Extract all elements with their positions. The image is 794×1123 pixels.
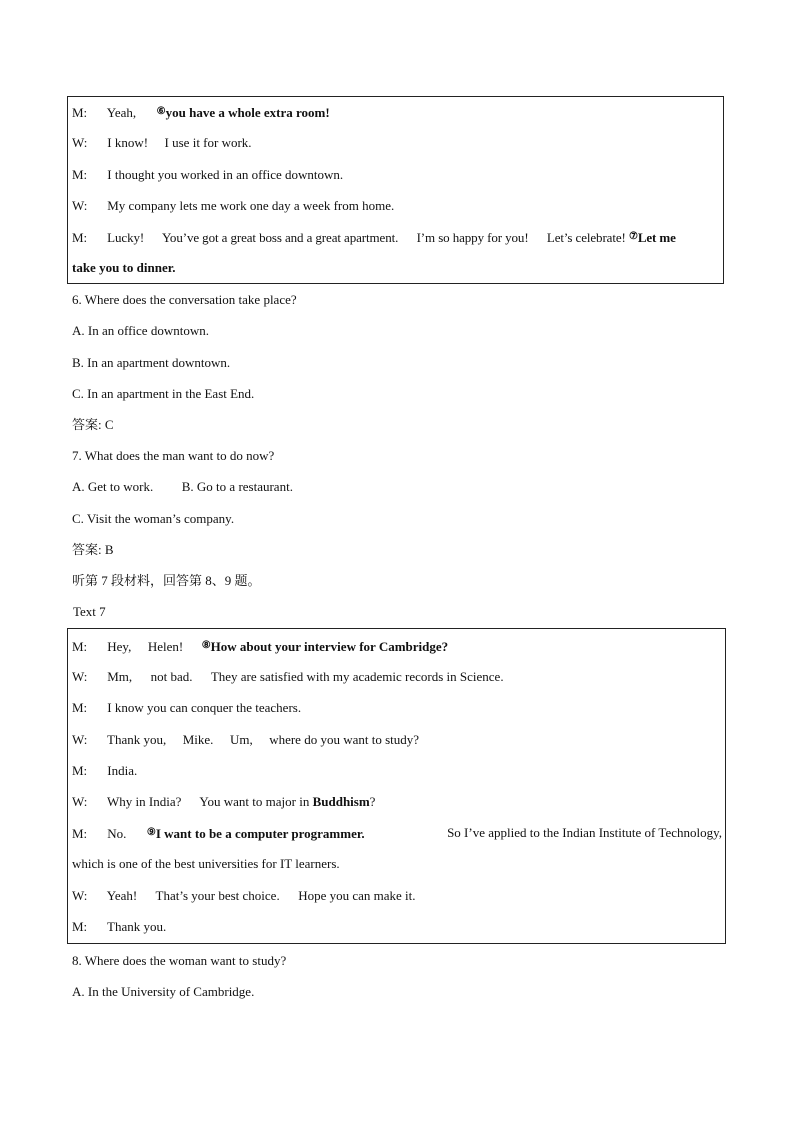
option-6b: B. In an apartment downtown. xyxy=(72,355,231,370)
speaker: M: xyxy=(72,639,88,654)
dialogue-line: M: I thought you worked in an office downtown. xyxy=(72,167,344,182)
dialogue-line: W: Yeah! That’s your best choice. Hope you can make it. xyxy=(72,888,416,903)
cue-number: ⑨ xyxy=(146,827,156,838)
question-8: 8. Where does the woman want to study? xyxy=(72,953,287,968)
key-word: Buddhism xyxy=(312,794,370,809)
dialogue-line: W: Mm, not bad. They are satisfied with my academic records in Science. xyxy=(72,669,504,684)
answer-7: 答案: B xyxy=(72,542,114,557)
speaker: W: xyxy=(72,198,88,213)
cue-number: ⑦ xyxy=(628,231,638,242)
dialogue-line: W: My company lets me work one day a week from home. xyxy=(72,198,395,213)
speaker: W: xyxy=(72,732,88,747)
dialogue-line-continued: which is one of the best universities for IT learners. xyxy=(72,856,340,871)
key-sentence: I want to be a computer programmer. xyxy=(155,826,365,841)
speaker: M: xyxy=(72,105,88,120)
options-7ab xyxy=(72,479,293,495)
dialogue-line: W: Thank you, Mike. Um, where do you want to study? xyxy=(72,732,420,747)
dialogue-line: M: No. ⑨I want to be a computer programmer. So I’ve applied to the Indian Institute of Technology, xyxy=(72,825,722,841)
option-8a: A. In the University of Cambridge. xyxy=(72,984,255,999)
key-sentence: you have a whole extra room! xyxy=(165,105,330,120)
key-sentence: Let me xyxy=(637,230,676,245)
option-7b: B. Go to a restaurant. xyxy=(181,479,293,494)
dialogue-line: W: Why in India? You want to major in Buddhism? xyxy=(72,794,376,809)
speaker: W: xyxy=(72,669,88,684)
speaker: M: xyxy=(72,763,88,778)
option-7a: A. Get to work. xyxy=(72,479,154,494)
speaker: M: xyxy=(72,826,88,841)
option-7c: C. Visit the woman’s company. xyxy=(72,511,235,526)
speaker: W: xyxy=(72,794,88,809)
dialogue-line: W: I know! I use it for work. xyxy=(72,135,252,150)
dialogue-box-text6 xyxy=(67,96,724,284)
option-6c: C. In an apartment in the East End. xyxy=(72,386,255,401)
speaker: M: xyxy=(72,919,88,934)
cue-number: ⑧ xyxy=(201,640,211,651)
dialogue-line: M: Lucky! You’ve got a great boss and a great apartment. I’m so happy for you! Let’s celebrate! ⑦Let me xyxy=(72,230,676,245)
speaker: M: xyxy=(72,167,88,182)
speaker: W: xyxy=(72,888,88,903)
answer-6: 答案: C xyxy=(72,417,114,432)
cue-number: ⑥ xyxy=(156,106,166,117)
key-sentence: take you to dinner. xyxy=(72,260,176,275)
section-instruction: 听第 7 段材料，回答第 8、9 题。 xyxy=(72,573,261,588)
dialogue-line-continued xyxy=(72,260,176,276)
key-sentence: How about your interview for Cambridge? xyxy=(210,639,449,654)
dialogue-line: M: India. xyxy=(72,763,138,778)
dialogue-line: M: Thank you. xyxy=(72,919,167,934)
speaker: M: xyxy=(72,230,87,245)
question-6: 6. Where does the conversation take place? xyxy=(72,292,297,307)
speaker: W: xyxy=(72,135,88,150)
dialogue-line: M: Yeah, ⑥you have a whole extra room! xyxy=(72,105,330,120)
question-7: 7. What does the man want to do now? xyxy=(72,448,275,463)
dialogue-line: M: I know you can conquer the teachers. xyxy=(72,700,302,715)
text-label: Text 7 xyxy=(73,604,106,619)
dialogue-line: M: Hey, Helen! ⑧How about your interview for Cambridge? xyxy=(72,639,449,654)
speaker: M: xyxy=(72,700,88,715)
option-6a: A. In an office downtown. xyxy=(72,323,209,338)
